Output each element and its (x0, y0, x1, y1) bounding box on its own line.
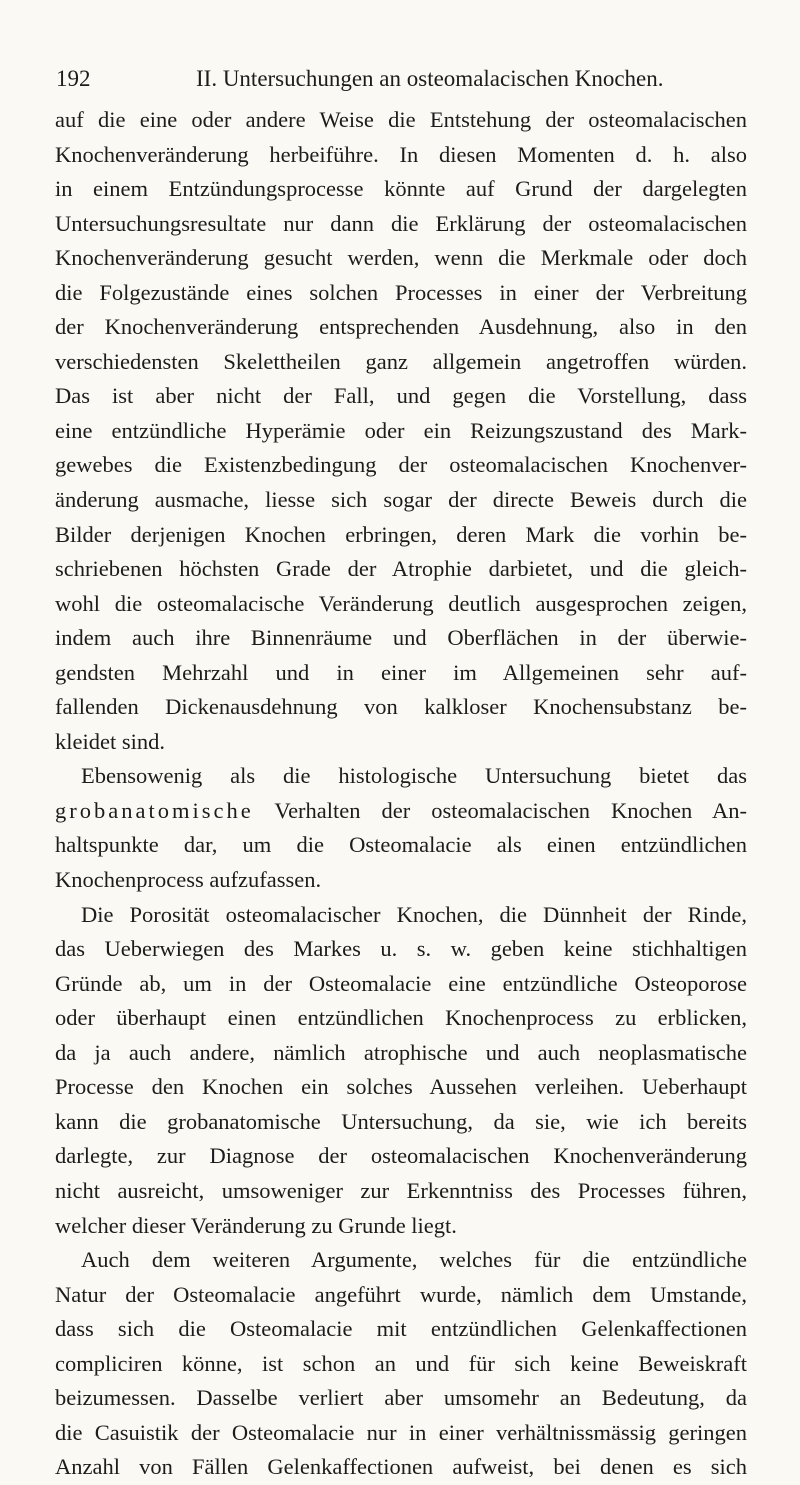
text-line: eine entzündliche Hyperämie oder ein Reizungszustand des Mark- (55, 417, 747, 443)
text-line: dass sich die Osteomalacie mit entzündlichen Gelenkaffectionen (55, 1316, 747, 1342)
paragraph-1 (55, 103, 747, 759)
text-line: kleidet sind. (55, 728, 165, 754)
text-line: Knochenprocess aufzufassen. (55, 867, 322, 893)
text-line: Bilder derjenigen Knochen erbringen, deren Mark die vorhin be- (55, 521, 747, 547)
text-line: da ja auch andere, nämlich atrophische und auch neoplasmatische (55, 1039, 747, 1065)
text-line: compliciren könne, ist schon an und für sich keine Beweiskraft (55, 1350, 747, 1376)
text-line: änderung ausmache, liesse sich sogar der directe Beweis durch die (55, 487, 747, 513)
page-number: 192 (56, 66, 91, 91)
text-line: Das ist aber nicht der Fall, und gegen die Vorstellung, dass (55, 383, 747, 409)
text-line: Auch dem weiteren Argumente, welches für die entzündliche (81, 1247, 747, 1273)
text-line: Untersuchungsresultate nur dann die Erklärung der osteomalacischen (55, 210, 747, 236)
text-line: in einem Entzündungsprocesse könnte auf Grund der dargelegten (55, 176, 747, 202)
text-line: welcher dieser Veränderung zu Grunde liegt. (55, 1212, 457, 1238)
running-title: II. Untersuchungen an osteomalacischen Knochen. (196, 66, 664, 91)
text-line: die Casuistik der Osteomalacie nur in einer verhältnissmässig geringen (55, 1419, 747, 1445)
text-line: indem auch ihre Binnenräume und Oberflächen in der überwie- (55, 625, 747, 651)
text-line: oder überhaupt einen entzündlichen Knochenprocess zu erblicken, (55, 1005, 747, 1031)
text-line: die Folgezustände eines solchen Processes in einer der Verbreitung (55, 279, 747, 305)
body-text (55, 103, 747, 1485)
text-line: kann die grobanatomische Untersuchung, da sie, wie ich bereits (55, 1108, 747, 1134)
text-fragment: Verhalten der osteomalacischen Knochen An- (253, 797, 747, 823)
text-line: beizumessen. Dasselbe verliert aber umsomehr an Bedeutung, da (55, 1385, 747, 1411)
paragraph-4 (55, 1243, 747, 1485)
text-line: haltspunkte dar, um die Osteomalacie als einen entzündlichen (55, 832, 747, 858)
text-line: fallenden Dickenausdehnung von kalkloser Knochensubstanz be- (55, 694, 747, 720)
text-line: Knochenveränderung gesucht werden, wenn die Merkmale oder doch (55, 245, 747, 271)
text-line: Anzahl von Fällen Gelenkaffectionen aufweist, bei denen es sich (55, 1454, 747, 1480)
text-line: darlegte, zur Diagnose der osteomalacischen Knochenveränderung (55, 1143, 747, 1169)
paragraph-3 (55, 898, 747, 1243)
text-line: gendsten Mehrzahl und in einer im Allgemeinen sehr auf- (55, 659, 747, 685)
text-line (55, 794, 747, 829)
emphasized-word: grobanatomische (55, 797, 254, 823)
paragraph-2 (55, 759, 747, 897)
running-head (56, 62, 746, 96)
text-line: der Knochenveränderung entsprechenden Ausdehnung, also in den (55, 314, 747, 340)
text-line: Ebensowenig als die histologische Untersuchung bietet das (81, 763, 747, 789)
text-line: gewebes die Existenzbedingung der osteomalacischen Knochenver- (55, 452, 747, 478)
text-line: das Ueberwiegen des Markes u. s. w. geben keine stichhaltigen (55, 936, 747, 962)
text-line: verschiedensten Skelettheilen ganz allgemein angetroffen würden. (55, 348, 747, 374)
text-line: auf die eine oder andere Weise die Entstehung der osteomalacischen (55, 107, 747, 132)
text-line: nicht ausreicht, umsoweniger zur Erkenntniss des Processes führen, (55, 1177, 747, 1203)
text-line: Gründe ab, um in der Osteomalacie eine entzündliche Osteoporose (55, 970, 747, 996)
text-line: schriebenen höchsten Grade der Atrophie darbietet, und die gleich- (55, 556, 747, 582)
text-line: Knochenveränderung herbeiführe. In diesen Momenten d. h. also (55, 141, 747, 167)
text-line: Die Porosität osteomalacischer Knochen, die Dünnheit der Rinde, (81, 901, 747, 927)
text-line: Natur der Osteomalacie angeführt wurde, nämlich dem Umstande, (55, 1281, 747, 1307)
text-line: wohl die osteomalacische Veränderung deutlich ausgesprochen zeigen, (55, 590, 747, 616)
text-line: Processe den Knochen ein solches Aussehen verleihen. Ueberhaupt (55, 1074, 747, 1100)
